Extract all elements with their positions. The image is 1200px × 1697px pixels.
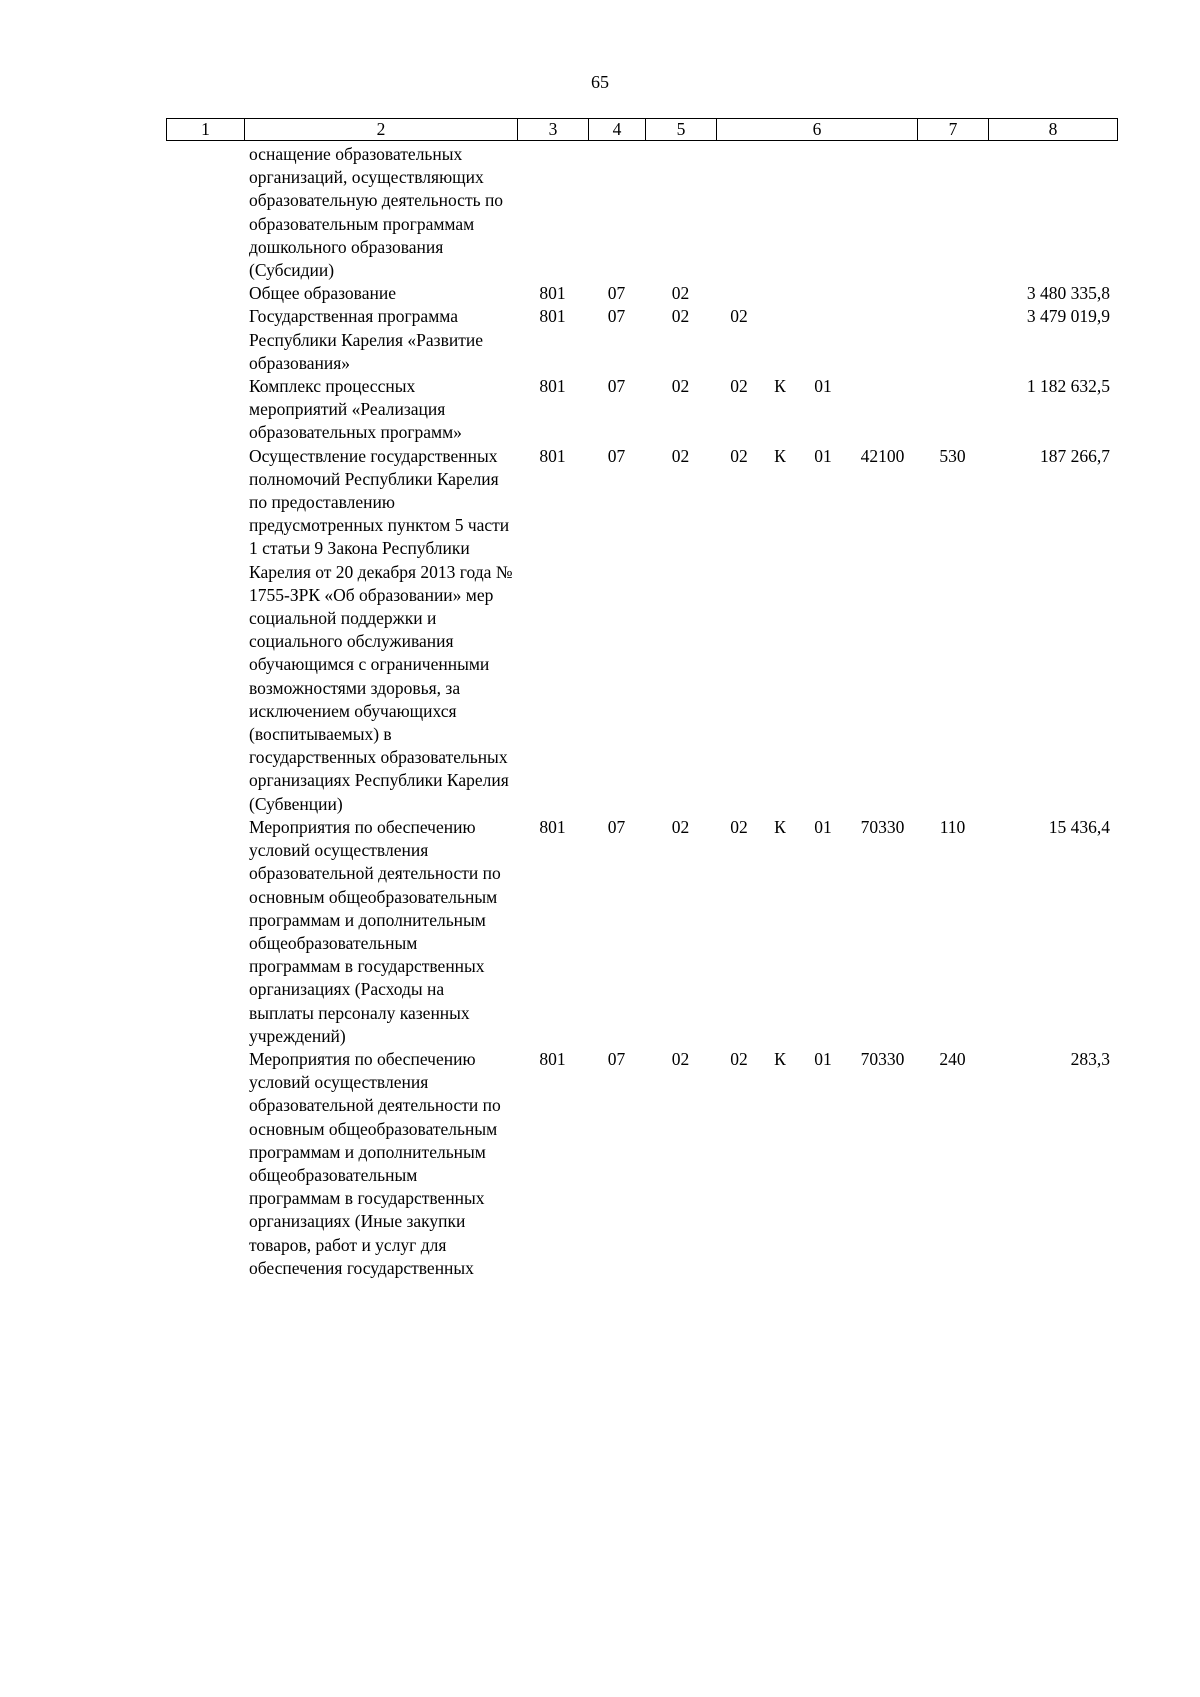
table-row	[166, 375, 1117, 445]
subprogram-letter: К	[774, 1048, 786, 1069]
expense-type-code	[917, 282, 988, 305]
page-number: 65	[591, 72, 609, 92]
header-col-5: 5	[646, 119, 717, 141]
expense-type-code: 530	[939, 445, 966, 466]
ministry-code: 801	[539, 1048, 566, 1069]
column-number-header	[166, 118, 1118, 141]
subprogram-code: 01	[814, 376, 832, 397]
subprogram-code	[798, 143, 848, 282]
amount: 1 182 632,5	[1026, 376, 1110, 397]
expense-type-code: 240	[939, 1048, 966, 1069]
direction-code: 42100	[860, 445, 905, 466]
expense-type-code	[917, 305, 988, 375]
direction-code	[848, 305, 917, 375]
subsection-code: 02	[671, 376, 690, 397]
direction-code: 70330	[860, 1048, 905, 1069]
header-col-2: 2	[245, 119, 518, 141]
subsection-code	[645, 143, 716, 282]
expense-type-code	[917, 143, 988, 282]
subprogram-code	[798, 282, 848, 305]
subsection-code: 02	[671, 1048, 690, 1069]
amount: 283,3	[1070, 1048, 1110, 1069]
ministry-code: 801	[539, 445, 566, 466]
ministry-code: 801	[539, 306, 566, 327]
header-col-7: 7	[918, 119, 989, 141]
table-row	[166, 816, 1117, 1048]
header-col-8: 8	[989, 119, 1118, 141]
ministry-code: 801	[539, 283, 566, 304]
section-code: 07	[607, 445, 626, 466]
subprogram-letter	[762, 282, 798, 305]
subprogram-code: 01	[814, 445, 832, 466]
program-code: 02	[730, 445, 748, 466]
subprogram-letter	[762, 143, 798, 282]
ministry-code: 801	[539, 816, 566, 837]
direction-code	[848, 282, 917, 305]
header-col-4: 4	[589, 119, 646, 141]
row-name: Комплекс процессных мероприятий «Реализация образовательных программ»	[249, 376, 462, 443]
header-col-1: 1	[167, 119, 245, 141]
ministry-code: 801	[539, 376, 566, 397]
subprogram-letter: К	[774, 816, 786, 837]
subsection-code: 02	[671, 816, 690, 837]
program-code: 02	[730, 1048, 748, 1069]
amount	[988, 143, 1117, 282]
expense-type-code: 110	[939, 816, 966, 837]
subsection-code: 02	[671, 306, 690, 327]
subsection-code: 02	[671, 445, 690, 466]
amount: 3 479 019,9	[1026, 306, 1110, 327]
subprogram-letter: К	[774, 445, 786, 466]
row-name: Общее образование	[249, 283, 396, 304]
row-name: Мероприятия по обеспечению условий осуществления образовательной деятельности по основным общеобразовательным программам и дополнительным общеобразовательным программам в государственных организациях (Иные закупки товаров, работ и услуг для обеспечения государственных	[249, 1048, 501, 1278]
section-code	[588, 143, 645, 282]
section-code: 07	[607, 1048, 626, 1069]
budget-table-body	[166, 143, 1117, 1280]
row-name: оснащение образовательных организаций, осуществляющих образовательную деятельность по образовательным программам дошкольного образования (Субсидии)	[249, 144, 504, 281]
direction-code	[848, 143, 917, 282]
subsection-code: 02	[671, 283, 690, 304]
table-row	[166, 282, 1117, 305]
header-col-3: 3	[518, 119, 589, 141]
table-row	[166, 305, 1117, 375]
table-row	[166, 1048, 1117, 1280]
subprogram-code	[798, 305, 848, 375]
amount: 187 266,7	[1040, 445, 1110, 466]
program-code: 02	[730, 306, 748, 327]
row-name: Государственная программа Республики Карелия «Развитие образования»	[249, 306, 483, 373]
direction-code	[848, 375, 917, 445]
program-code	[716, 282, 762, 305]
program-code: 02	[730, 376, 748, 397]
program-code: 02	[730, 816, 748, 837]
subprogram-letter	[762, 305, 798, 375]
subprogram-letter: К	[774, 376, 786, 397]
section-code: 07	[607, 816, 626, 837]
subprogram-code: 01	[814, 816, 832, 837]
direction-code: 70330	[860, 816, 905, 837]
section-code: 07	[607, 306, 626, 327]
section-code: 07	[607, 376, 626, 397]
table-row	[166, 445, 1117, 816]
table-row	[166, 143, 1117, 282]
program-code	[716, 143, 762, 282]
row-name: Осуществление государственных полномочий Республики Карелия по предоставлению предусмотренных пунктом 5 части 1 статьи 9 Закона Республики Карелия от 20 декабря 2013 года № 1755-ЗРК «Об образовании» мер социальной поддержки и социального обслуживания обучающимся с ограниченными возможностями здоровья, за исключением обучающихся (воспитываемых) в государственных образовательных организациях Республики Карелия (Субвенции)	[249, 445, 513, 814]
ministry-code	[517, 143, 588, 282]
subprogram-code: 01	[814, 1048, 832, 1069]
amount: 15 436,4	[1048, 816, 1110, 837]
section-code: 07	[607, 283, 626, 304]
expense-type-code	[917, 375, 988, 445]
amount: 3 480 335,8	[1026, 283, 1110, 304]
header-col-6: 6	[717, 119, 918, 141]
row-name: Мероприятия по обеспечению условий осуществления образовательной деятельности по основным общеобразовательным программам и дополнительным общеобразовательным программам в государственных организациях (Расходы на выплаты персоналу казенных учреждений)	[249, 816, 501, 1046]
